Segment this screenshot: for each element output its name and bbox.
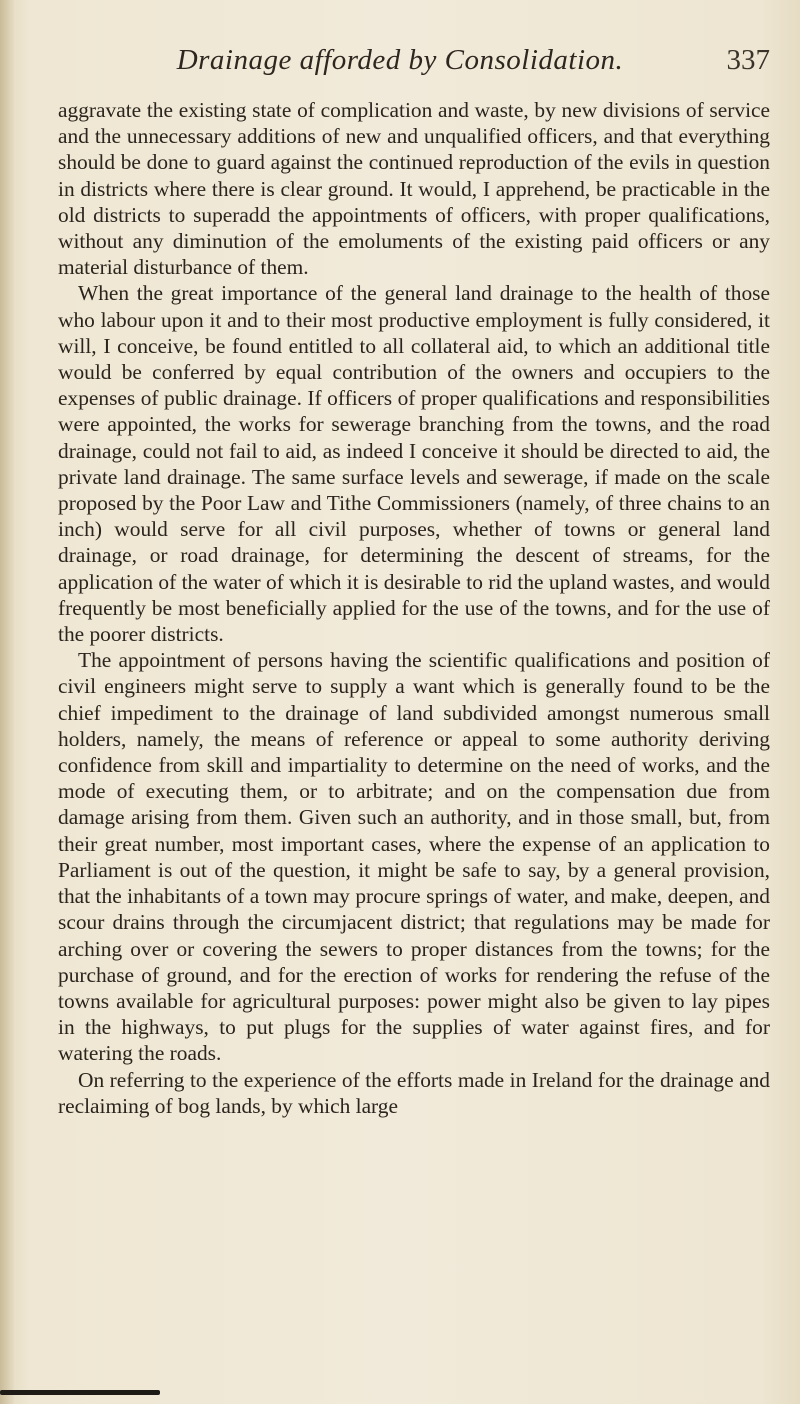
page-header [60,40,770,90]
bottom-edge-mark [0,1390,160,1395]
page-number: 337 [726,44,770,76]
binding-gutter-shadow [0,0,14,1404]
paragraph-civil-engineers: The appointment of persons having the scientific qualifications and position of civil engineers might serve to supply a want which is generally found to be the chief impediment to the drainage of land subdivided amongst numerous small holders, namely, the means of reference or appeal to some authority deriving confidence from skill and impartiality to determine on the need of works, and the mode of executing them, or to arbitrate; and on the compensation due from damage arising from them. Given such an authority, and in those small, but, from their great number, most important cases, where the expense of an application to Parliament is out of the question, it might be safe to say, by a general provision, that the inhabitants of a town may procure springs of water, and make, deepen, and scour drains through the circumjacent district; that regulations may be made for arching over or covering the sewers to proper distances from the towns; for the purchase of ground, and for the erection of works for rendering the refuse of the towns available for agricultural purposes: power might also be given to lay pipes in the highways, to put plugs for the supplies of water against fires, and for watering the roads. [58,648,770,1066]
paragraph-ireland: On referring to the experience of the efforts made in Ireland for the drainage and reclaiming of bog lands, by which large [58,1067,770,1118]
paragraph-land-drainage: When the great importance of the general land drainage to the health of those who labour upon it and to their most productive employment is fully considered, it will, I conceive, be found entitled to all collateral aid, to which an additional title would be conferred by equal contribution of the owners and occupiers to the expenses of public drainage. If officers of proper qualifications and responsibilities were appointed, the works for sewerage branching from the towns, and the road drainage, could not fail to aid, as indeed I conceive it should be directed to aid, the private land drainage. The same surface levels and sewerage, if made on the scale proposed by the Poor Law and Tithe Commissioners (namely, of three chains to an inch) would serve for all civil purposes, whether of towns or general land drainage, or road drainage, for determining the descent of streams, for the application of the water of which it is desirable to rid the upland wastes, and would frequently be most beneficially applied for the use of the towns, and for the use of the poorer districts. [58,281,770,647]
running-title: Drainage afforded by Consolidation. [176,44,624,76]
body-text [58,97,770,1119]
paragraph-continuation: aggravate the existing state of complication and waste, by new divisions of service and the unnecessary additions of new and unqualified officers, and that everything should be done to guard against the continued reproduction of the evils in question in districts where there is clear ground. It would, I apprehend, be practicable in the old districts to superadd the appointments of officers, with proper qualifications, without any diminution of the emoluments of the existing paid officers or any material disturbance of them. [58,98,770,280]
